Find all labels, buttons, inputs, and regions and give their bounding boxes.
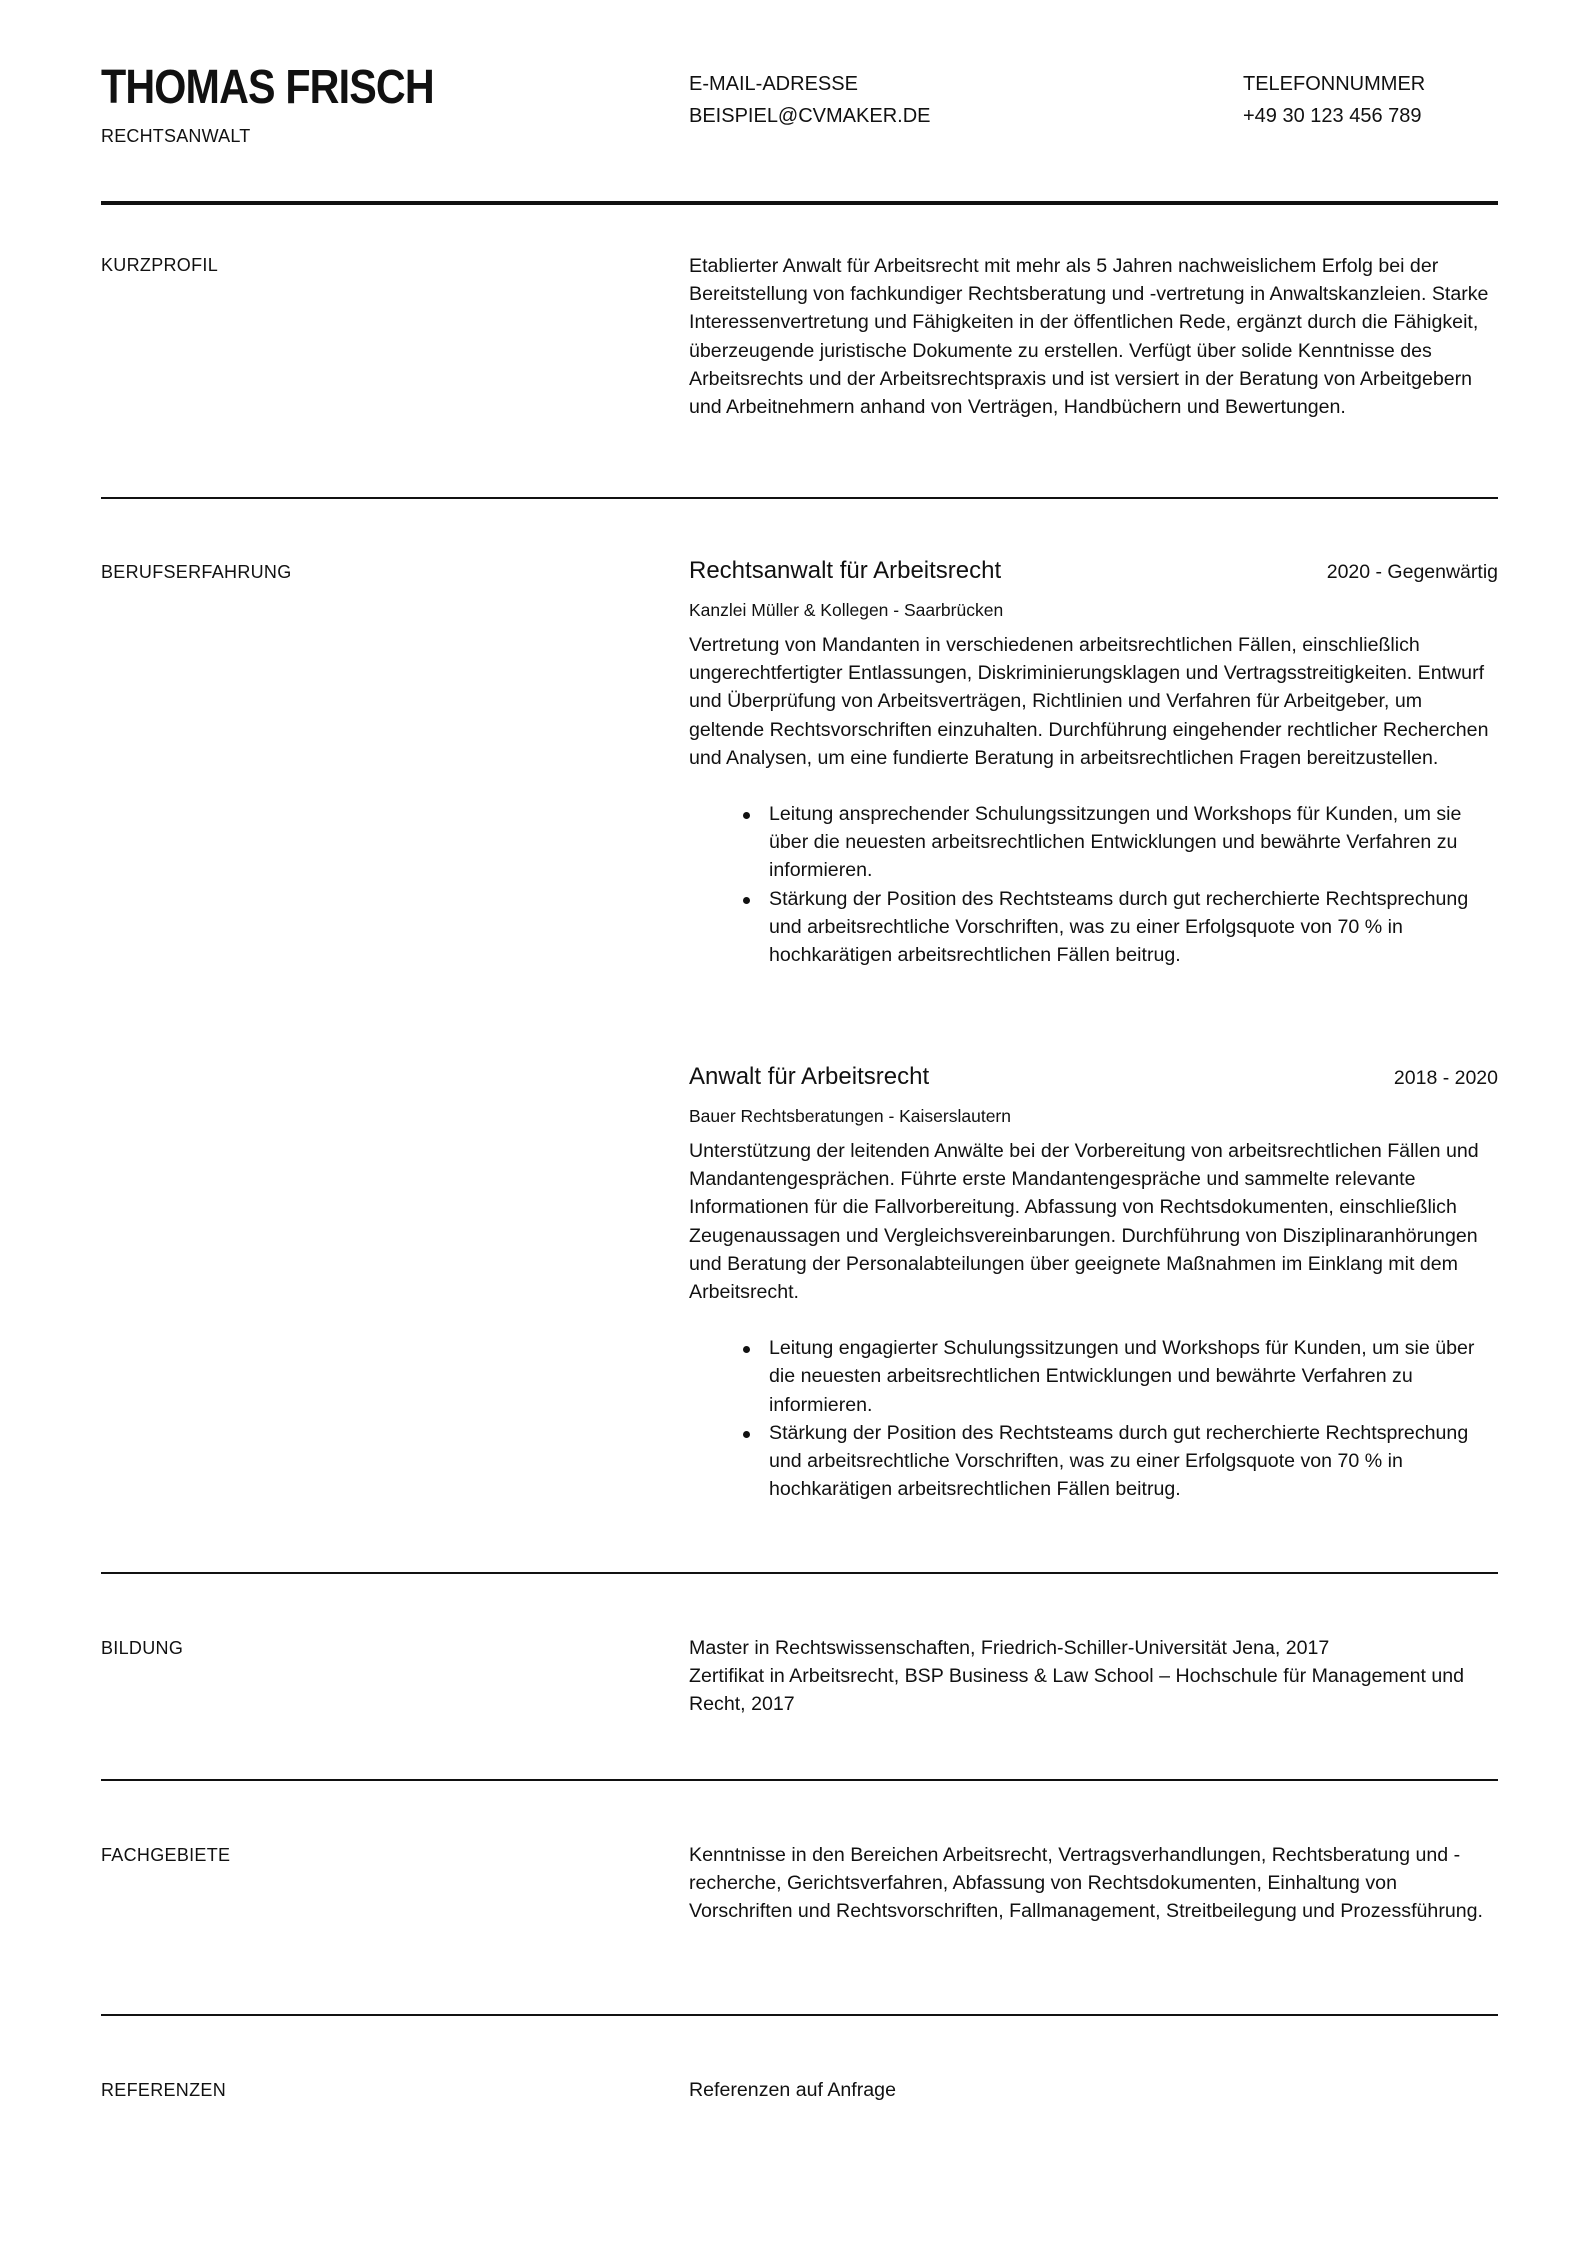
- job-bullet: Leitung engagierter Schulungssitzungen und Workshops für Kunden, um sie über die neuesten arbeitsrechtlichen Entwicklungen und bewährte Verfahren zu informieren.: [769, 1334, 1498, 1419]
- job-dates: 2018 - 2020: [1393, 1067, 1498, 1089]
- phone-label: TELEFONNUMMER: [1243, 73, 1426, 95]
- skills-label: FACHGEBIETE: [101, 1845, 231, 1865]
- profile-label: KURZPROFIL: [101, 255, 219, 275]
- skills-text: Kenntnisse in den Bereichen Arbeitsrecht, Vertragsverhandlungen, Rechtsberatung und -recherche, Gerichtsverfahren, Abfassung von Rechtsdokumenten, Einhaltung von Vorschriften und Rechtsvorschriften, Fallmanagement, Streitbeilegung und Prozessführung.: [689, 1844, 1483, 1923]
- experience-label: BERUFSERFAHRUNG: [101, 562, 292, 582]
- candidate-name: THOMAS FRISCH: [101, 61, 434, 114]
- section-divider: [101, 2014, 1498, 2016]
- job-description: Unterstützung der leitenden Anwälte bei der Vorbereitung von arbeitsrechtlichen Fällen und Mandantengesprächen. Führte erste Mandantengespräche und sammelte relevante Informationen für die Fallvorbereitung. Abfassung von Rechtsdokumenten, einschließlich Zeugenaussagen und Vergleichsvereinbarungen. Durchführung von Disziplinaranhörungen und Beratung der Personalabteilungen über geeignete Maßnahmen im Einklang mit dem Arbeitsrecht.: [689, 1140, 1479, 1304]
- job-company: Bauer Rechtsberatungen - Kaiserslautern: [689, 1106, 1011, 1126]
- email-block: [689, 68, 930, 132]
- profile-text: Etablierter Anwalt für Arbeitsrecht mit mehr als 5 Jahren nachweislichem Erfolg bei der Bereitstellung von fachkundiger Rechtsberatung und -vertretung in Anwaltskanzleien. Starke Interessenvertretung und Fähigkeiten in der öffentlichen Rede, ergänzt durch die Fähigkeit, überzeugende juristische Dokumente zu erstellen. Verfügt über solide Kenntnisse des Arbeitsrechts und der Arbeitsrechtspraxis und ist versiert in der Beratung von Arbeitgebern und Arbeitnehmern anhand von Verträgen, Handbüchern und Bewertungen.: [689, 255, 1489, 419]
- section-divider: [101, 497, 1498, 499]
- education-item: Zertifikat in Arbeitsrecht, BSP Business & Law School – Hochschule für Management und Recht, 2017: [689, 1665, 1465, 1716]
- job-entry: [689, 557, 1498, 969]
- job-bullet: Stärkung der Position des Rechtsteams durch gut recherchierte Rechtsprechung und arbeitsrechtliche Vorschriften, was zu einer Erfolgsquote von 70 % in hochkarätigen arbeitsrechtlichen Fällen beitrug.: [769, 885, 1498, 970]
- job-title: Rechtsanwalt für Arbeitsrecht: [689, 557, 1002, 584]
- job-title: Anwalt für Arbeitsrecht: [689, 1063, 930, 1090]
- job-bullets: [689, 800, 1498, 969]
- job-bullet: Leitung ansprechender Schulungssitzungen und Workshops für Kunden, um sie über die neuesten arbeitsrechtlichen Entwicklungen und bewährte Verfahren zu informieren.: [769, 800, 1498, 885]
- job-dates: 2020 - Gegenwärtig: [1326, 561, 1498, 583]
- job-bullets: [689, 1334, 1498, 1503]
- job-entry: [689, 1063, 1498, 1503]
- education-item: Master in Rechtswissenschaften, Friedrich-Schiller-Universität Jena, 2017: [689, 1637, 1330, 1659]
- section-divider: [101, 1572, 1498, 1574]
- email-value: BEISPIEL@CVMAKER.DE: [689, 105, 931, 127]
- education-list: [689, 1634, 1498, 1719]
- email-label: E-MAIL-ADRESSE: [689, 73, 858, 95]
- candidate-title: RECHTSANWALT: [101, 126, 251, 146]
- job-bullet: Stärkung der Position des Rechtsteams durch gut recherchierte Rechtsprechung und arbeitsrechtliche Vorschriften, was zu einer Erfolgsquote von 70 % in hochkarätigen arbeitsrechtlichen Fällen beitrug.: [769, 1419, 1498, 1504]
- header-divider: [101, 201, 1498, 205]
- job-header: [689, 1063, 1498, 1097]
- job-description: Vertretung von Mandanten in verschiedenen arbeitsrechtlichen Fällen, einschließlich ungerechtfertigter Entlassungen, Diskriminierungsklagen und Vertragsstreitigkeiten. Entwurf und Überprüfung von Arbeitsverträgen, Richtlinien und Verfahren für Arbeitgeber, um geltende Rechtsvorschriften einzuhalten. Durchführung eingehender rechtlicher Recherchen und Analysen, um eine fundierte Beratung in arbeitsrechtlichen Fragen bereitzustellen.: [689, 634, 1489, 769]
- references-text: Referenzen auf Anfrage: [689, 2079, 896, 2101]
- resume-header: [101, 58, 1498, 158]
- resume-page: [101, 0, 1498, 2246]
- education-label: BILDUNG: [101, 1638, 184, 1658]
- job-header: [689, 557, 1498, 591]
- phone-block: [1243, 68, 1425, 132]
- references-label: REFERENZEN: [101, 2080, 227, 2100]
- section-divider: [101, 1779, 1498, 1781]
- phone-value: +49 30 123 456 789: [1243, 105, 1422, 127]
- job-company: Kanzlei Müller & Kollegen - Saarbrücken: [689, 600, 1004, 620]
